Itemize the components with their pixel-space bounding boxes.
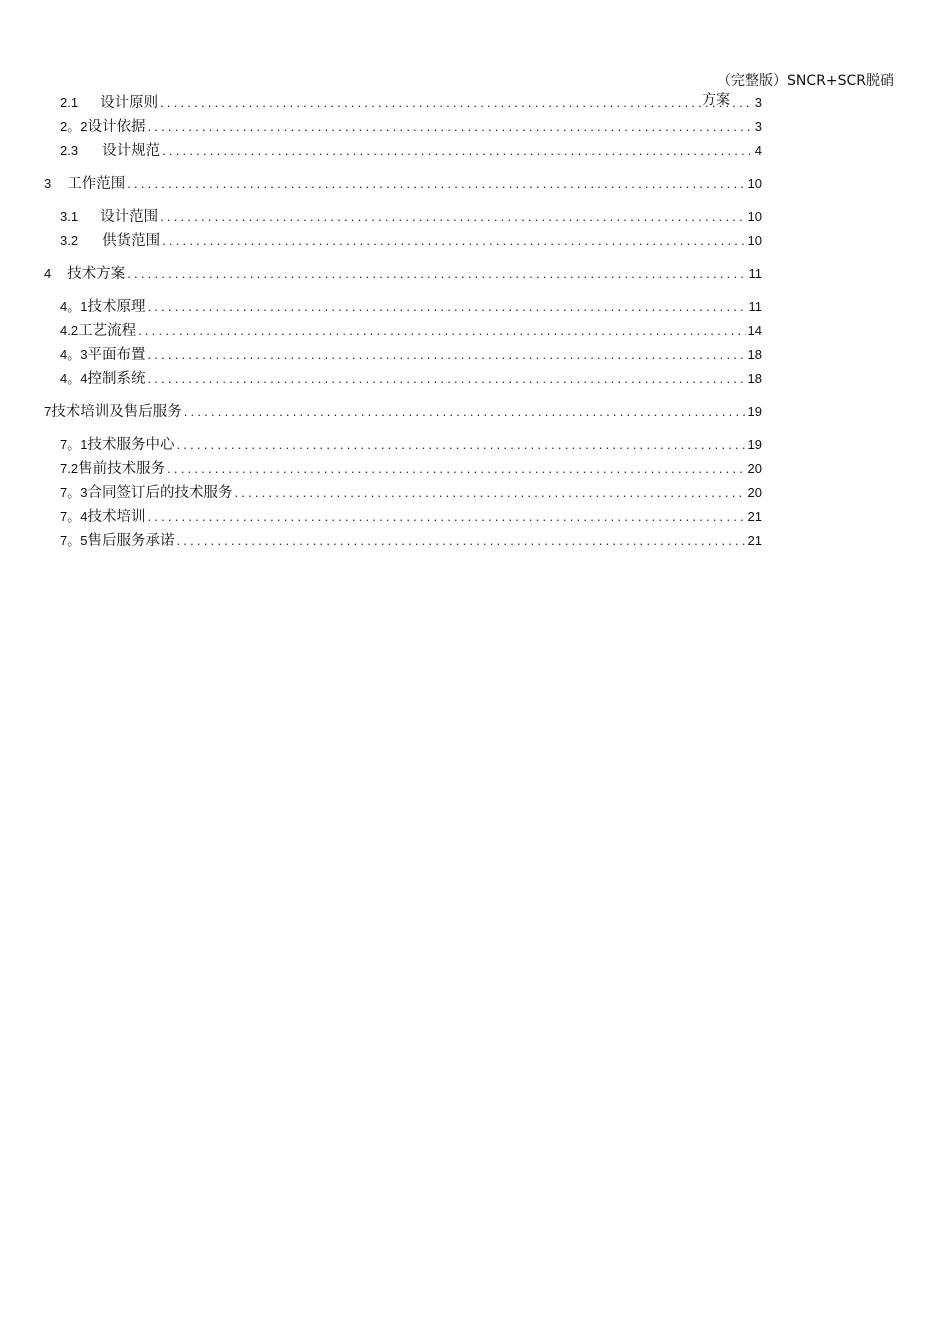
toc-entry-number: 7。4 [60,509,88,524]
toc-entry-page: 20 [747,461,762,476]
toc-dot-leader [138,320,745,342]
toc-entry-number: 4。4 [60,371,88,386]
toc-dot-leader [176,434,745,456]
toc-entry-number: 7。5 [60,533,88,548]
toc-entry-number: 3.2 [60,233,79,248]
toc-entry-title: 售前技术服务 [78,461,166,477]
toc-entry-number: 3.1 [60,209,79,224]
toc-entry-title: 控制系统 [87,371,146,387]
toc-entry-7-4[interactable] [60,506,762,528]
toc-entry-3-2[interactable] [60,230,762,252]
toc-entry-page: 21 [747,533,762,548]
toc-entry-number: 3 [44,176,52,191]
toc-entry-number: 4。3 [60,347,88,362]
toc-dot-leader [147,506,745,528]
toc-entry-2-3[interactable] [60,140,762,162]
toc-entry-page: 18 [747,371,762,386]
toc-entry-number: 7 [44,404,52,419]
toc-entry-page: 20 [747,485,762,500]
toc-dot-leader [147,344,745,366]
toc-entry-7[interactable] [44,401,762,423]
toc-entry-title: 技术培训 [87,509,146,525]
toc-dot-leader [127,173,745,195]
toc-dot-leader [147,116,750,138]
toc-entry-3-1[interactable] [60,206,762,228]
toc-entry-title: 技术培训及售后服务 [51,404,182,420]
toc-dot-leader [162,230,745,252]
toc-entry-page: 3 [754,119,762,134]
toc-entry-4[interactable] [44,263,762,285]
toc-entry-title: 设计依据 [87,119,146,135]
toc-dot-leader [127,263,746,285]
toc-entry-number: 7。3 [60,485,88,500]
toc-entry-number: 2.1 [60,95,79,110]
toc-dot-leader [160,206,745,228]
toc-entry-4-3[interactable] [60,344,762,366]
toc-dot-leader [147,368,745,390]
toc-entry-2-2[interactable] [60,116,762,138]
toc-entry-title: 设计范围 [100,209,159,225]
toc-entry-page: 21 [747,509,762,524]
toc-entry-page: 19 [747,404,762,419]
toc-entry-title: 工作范围 [67,176,126,192]
toc-entry-number: 4 [44,266,52,281]
toc-entry-page: 14 [747,323,762,338]
toc-entry-title: 技术原理 [87,299,146,315]
toc-entry-page: 18 [747,347,762,362]
toc-entry-title: 设计原则 [100,95,159,111]
toc-dot-leader [234,482,745,504]
toc-dot-leader [167,458,745,480]
toc-entry-2-1[interactable] [60,92,762,114]
toc-entry-page: 11 [748,266,762,281]
toc-entry-page: 10 [747,233,762,248]
toc-entry-title: 合同签订后的技术服务 [87,485,233,501]
toc-entry-number: 2。2 [60,119,88,134]
toc-dot-leader [184,401,746,423]
toc-entry-title: 工艺流程 [78,323,137,339]
toc-entry-number: 7。1 [60,437,88,452]
toc-entry-4-1[interactable] [60,296,762,318]
toc-dot-leader [147,296,746,318]
toc-entry-number: 4。1 [60,299,88,314]
toc-entry-title: 售后服务承诺 [87,533,175,549]
toc-entry-number: 2.3 [60,143,79,158]
toc-entry-title: 平面布置 [87,347,146,363]
toc-entry-page: 10 [747,176,762,191]
toc-entry-7-3[interactable] [60,482,762,504]
toc-entry-title: 供货范围 [102,233,161,249]
toc-entry-7-1[interactable] [60,434,762,456]
document-title-line-2: 方案 [702,92,730,108]
toc-entry-page: 10 [747,209,762,224]
toc-entry-title: 设计规范 [102,143,161,159]
toc-entry-7-2[interactable] [60,458,762,480]
toc-dot-leader [160,92,750,114]
toc-entry-number: 7.2 [60,461,79,476]
toc-entry-page: 19 [747,437,762,452]
toc-dot-leader [162,140,750,162]
toc-entry-page: 4 [754,143,762,158]
toc-entry-title: 技术服务中心 [87,437,175,453]
document-title-line-1: （完整版）SNCR+SCR脱硝 [717,73,894,89]
toc-entry-4-4[interactable] [60,368,762,390]
toc-entry-number: 4.2 [60,323,79,338]
toc-entry-4-2[interactable] [60,320,762,342]
toc-dot-leader [176,530,745,552]
toc-entry-3[interactable] [44,173,762,195]
toc-entry-title: 技术方案 [67,266,126,282]
toc-entry-page: 3 [754,95,762,110]
toc-entry-page: 11 [748,299,762,314]
toc-entry-7-5[interactable] [60,530,762,552]
